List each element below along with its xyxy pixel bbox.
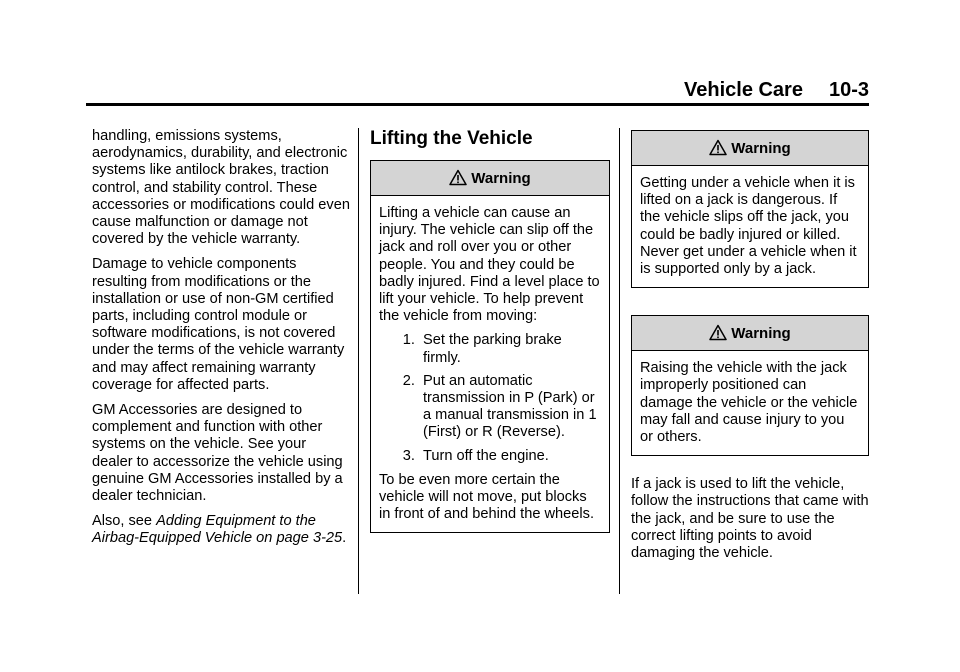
header-rule: [86, 103, 869, 106]
warning-text: Getting under a vehicle when it is lifted on a jack is dangerous. If the vehicle slips off the jack, you could be badly injured or killed. Never get under a vehicle when it is supported only by a jack.: [640, 175, 857, 278]
column-3: [631, 130, 869, 562]
warning-box: [631, 130, 869, 288]
warning-header: [632, 316, 868, 351]
warning-body: [371, 196, 609, 532]
column-divider: [358, 128, 359, 594]
warning-label: Warning: [731, 140, 791, 157]
warning-label: Warning: [731, 325, 791, 343]
warning-icon: [709, 139, 727, 156]
list-item: 1. Set the parking brake firmly.: [419, 332, 601, 366]
list-item: 2. Put an automatic transmission in P (Park) or a manual transmission in 1 (First) or R (Reverse).: [419, 373, 601, 442]
column-divider: [619, 128, 620, 594]
steps-list: [379, 332, 601, 464]
paragraph: [92, 513, 350, 547]
warning-box: [370, 160, 610, 533]
list-item: 3. Turn off the engine.: [419, 448, 601, 465]
page-header: [0, 78, 869, 102]
paragraph: If a jack is used to lift the vehicle, follow the instructions that came with the jack, and be sure to use the correct lifting points to avoid damaging the vehicle.: [631, 476, 869, 562]
warning-box: [631, 315, 869, 456]
section-name: Vehicle Care: [684, 79, 803, 101]
warning-header: [632, 131, 868, 166]
section-title: Lifting the Vehicle: [370, 128, 533, 149]
warning-icon: [449, 169, 467, 186]
cross-reference-link[interactable]: Adding Equipment to the Airbag-Equipped Vehicle on page 3-25: [92, 513, 343, 547]
text: Also, see: [92, 513, 157, 530]
warning-header: [371, 161, 609, 196]
warning-body: [632, 351, 868, 455]
warning-text: To be even more certain the vehicle will not move, put blocks in front of and behind the wheels.: [379, 471, 595, 523]
column-2: [370, 128, 610, 533]
paragraph: handling, emissions systems, aerodynamics, durability, and electronic systems like antilock brakes, traction control, and stability control. These accessories or modifications could even cause malfunction or damage not covered by the vehicle warranty.: [92, 128, 350, 248]
column-1: [92, 128, 350, 556]
paragraph: GM Accessories are designed to complement and function with other systems on the vehicle. See your dealer to accessorize the vehicle using genuine GM Accessories installed by a dealer technician.: [92, 402, 343, 505]
warning-icon: [709, 324, 727, 341]
warning-text: Raising the vehicle with the jack improperly positioned can damage the vehicle or the vehicle may fall and cause injury to you or others.: [640, 360, 858, 446]
warning-label: Warning: [471, 170, 531, 187]
paragraph: Damage to vehicle components resulting from modifications or the installation or use of non-GM certified parts, including control module or software modifications, is not covered under the terms of the vehicle warranty and may affect remaining warranty coverage for affected parts.: [92, 256, 345, 393]
warning-body: [632, 166, 868, 287]
warning-text: Lifting a vehicle can cause an injury. The vehicle can slip off the jack and roll over you or other people. You and they could be badly injured. Find a level place to lift your vehicle. To help prevent the vehicle from moving:: [379, 205, 600, 325]
text: .: [342, 530, 347, 547]
page-number: 10-3: [828, 79, 869, 101]
